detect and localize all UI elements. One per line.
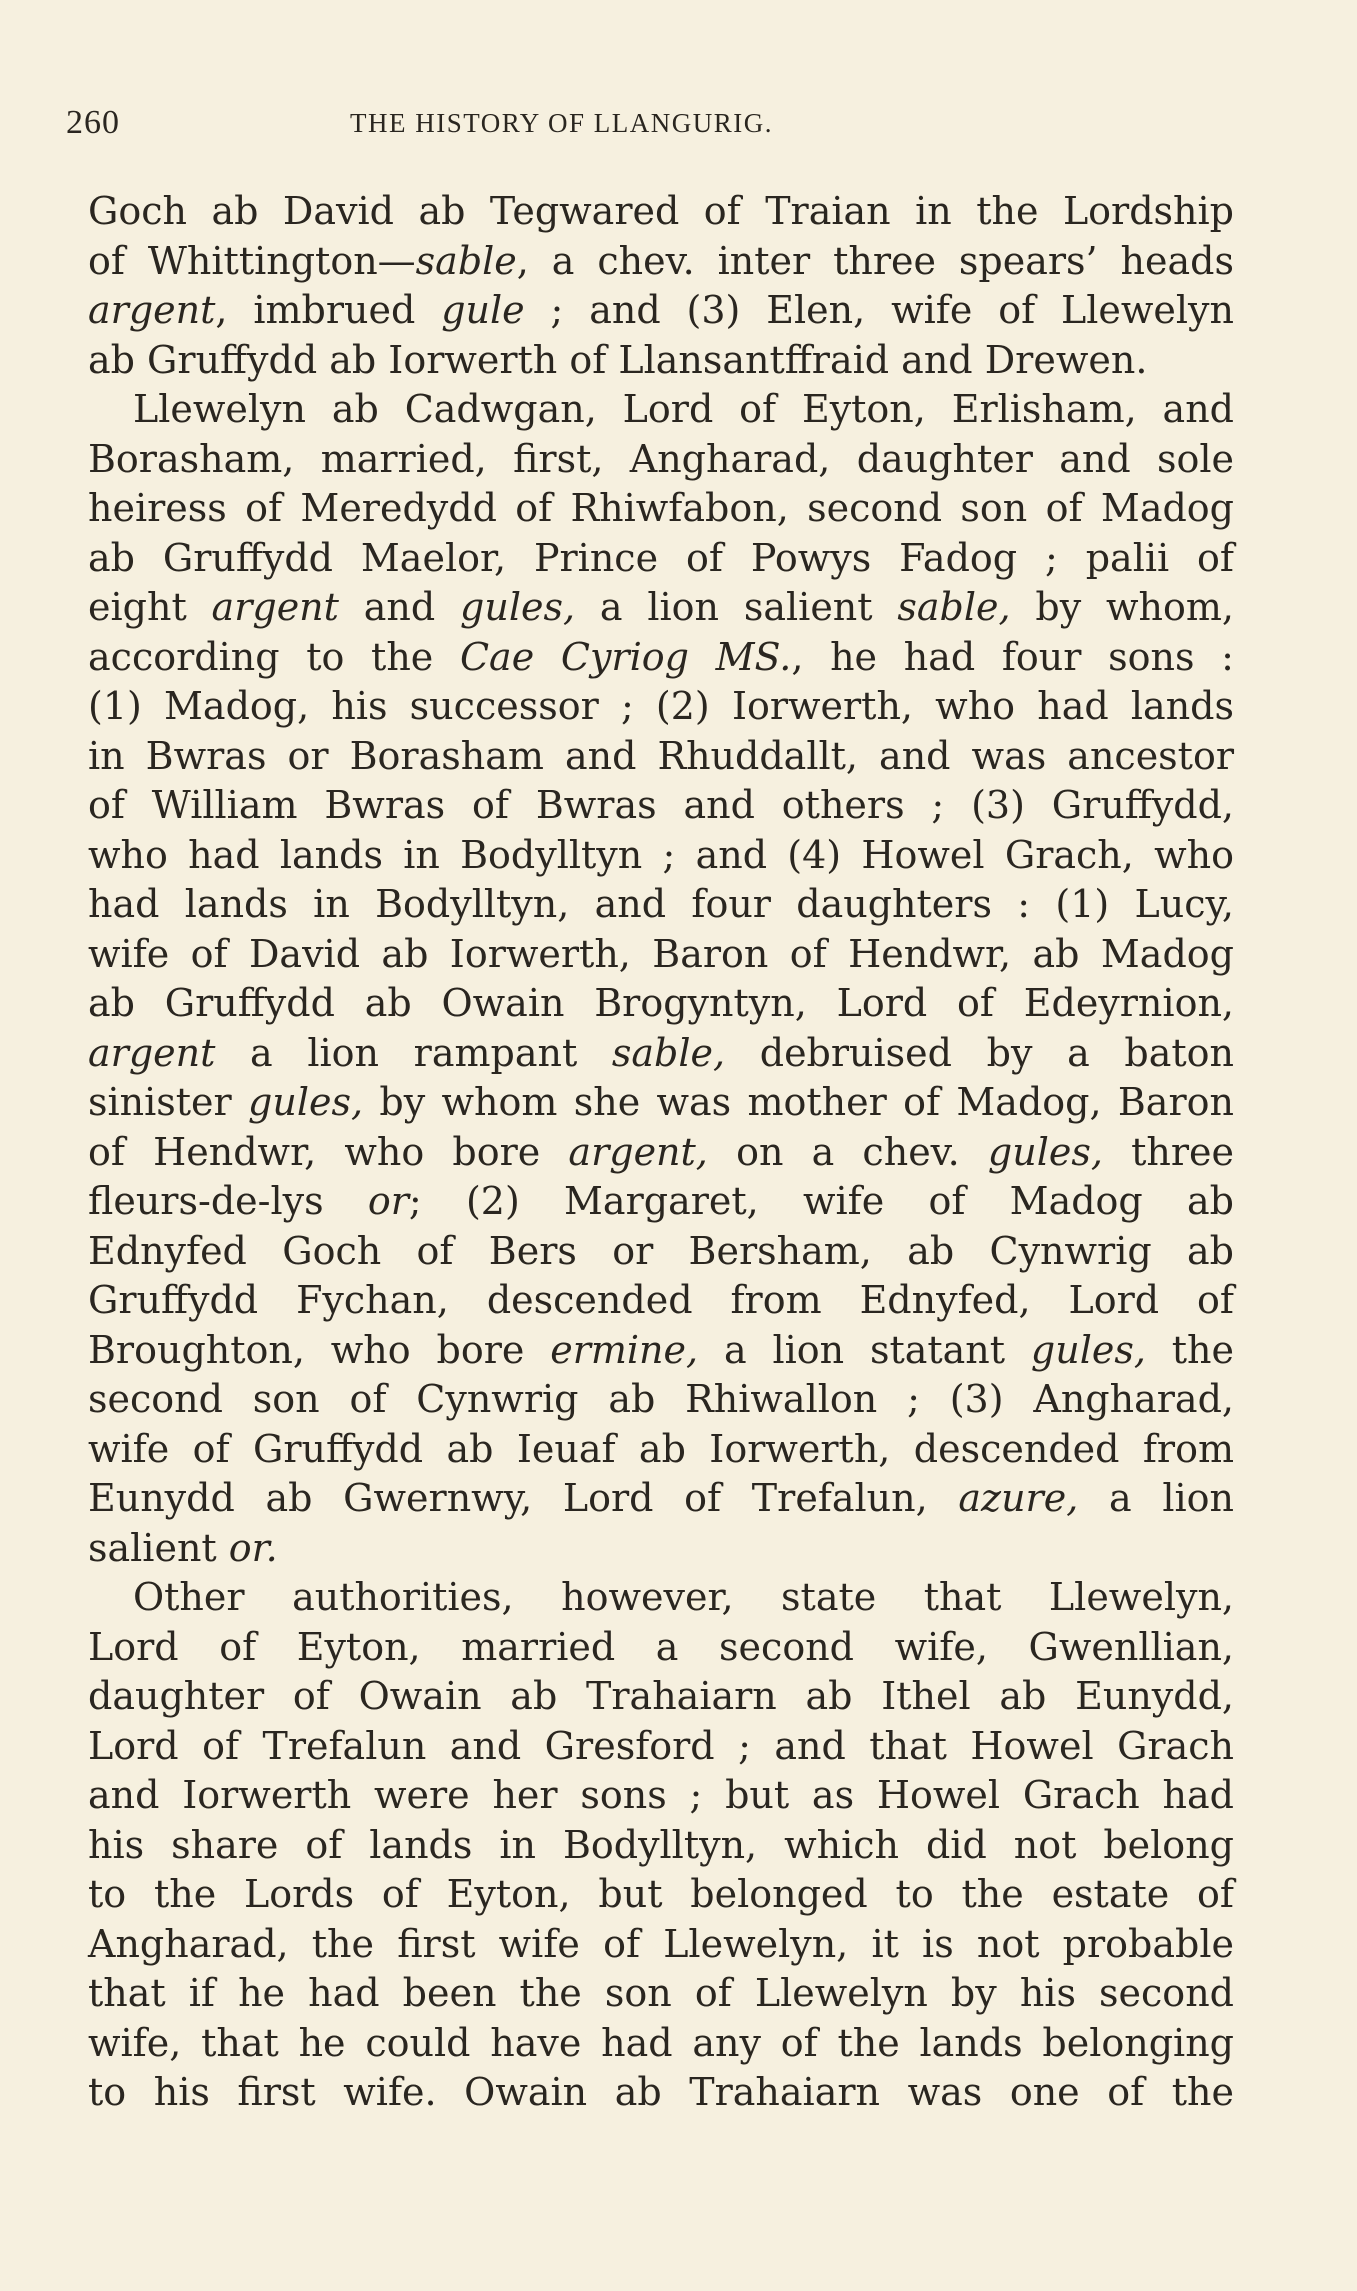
text-line <box>88 484 1234 534</box>
text-run: a lion <box>1078 1476 1234 1520</box>
italic-run: gule <box>441 288 525 332</box>
text-line <box>88 1771 1234 1821</box>
page-header <box>66 104 946 148</box>
italic-run: sable, <box>611 1030 726 1075</box>
text-line <box>88 1029 1234 1079</box>
paragraph <box>88 187 1234 385</box>
text-run: , he had four sons : <box>791 634 1234 679</box>
text-run: daughter of Owain ab Trahaiarn ab Ithel ab Eunydd, <box>88 1674 1234 1718</box>
text-line <box>88 336 1234 386</box>
text-line <box>88 187 1234 237</box>
italic-run: sable, <box>897 585 1011 629</box>
text-line <box>88 633 1234 683</box>
text-line <box>88 682 1234 732</box>
text-line <box>88 1474 1234 1524</box>
text-run: a lion rampant <box>215 1030 612 1075</box>
italic-run: gules, <box>1030 1327 1146 1372</box>
text-run: three <box>1102 1129 1235 1174</box>
text-run: Lord of Eyton, married a second wife, Gwenllian, <box>88 1624 1234 1669</box>
text-run: , a chev. inter three spears’ heads <box>516 238 1234 283</box>
italic-run: Cae Cyriog MS. <box>459 634 792 679</box>
text-line <box>88 1920 1234 1970</box>
text-run: ab Gruffydd Maelor, Prince of Powys Fadog ; palii of <box>88 535 1234 580</box>
text-run: according to the <box>88 634 460 679</box>
text-line <box>88 583 1234 633</box>
text-run: and <box>338 585 461 629</box>
text-run: by whom she was mother of Madog, Baron <box>363 1080 1234 1124</box>
text-run: Borasham, married, first, Angharad, daughter and sole <box>88 436 1234 481</box>
text-run: second son of Cynwrig ab Rhiwallon ; (3) Angharad, <box>88 1377 1234 1421</box>
text-line <box>88 435 1234 485</box>
text-run: Gruffydd Fychan, descended from Ednyfed, Lord of <box>88 1278 1234 1322</box>
text-run: Lord of Trefalun and Gresford ; and that Howel Grach <box>88 1723 1234 1768</box>
paragraph <box>88 385 1234 1573</box>
text-run: salient <box>88 1525 229 1570</box>
italic-run: gules, <box>987 1129 1103 1174</box>
text-run: ; and (3) Elen, wife of Llewelyn <box>524 288 1235 332</box>
text-run: Ednyfed Goch of Bers or Bersham, ab Cynwrig ab <box>88 1228 1234 1273</box>
text-run: heiress of Meredydd of Rhiwfabon, second son of Madog <box>88 486 1234 530</box>
page-number: 260 <box>66 104 120 141</box>
text-line <box>88 781 1234 831</box>
text-line <box>88 1227 1234 1277</box>
paragraph <box>88 1573 1234 2118</box>
text-line <box>88 1128 1234 1178</box>
running-head: THE HISTORY OF LLANGURIG. <box>350 108 774 138</box>
text-run: to the Lords of Eyton, but belonged to the estate of <box>88 1872 1234 1916</box>
text-line <box>88 1722 1234 1772</box>
text-line <box>88 1276 1234 1326</box>
body-text <box>88 187 1234 2118</box>
text-run: the <box>1145 1327 1234 1372</box>
text-line <box>88 1425 1234 1475</box>
text-line <box>88 2019 1234 2069</box>
italic-run: or <box>367 1179 409 1223</box>
text-line <box>88 1177 1234 1227</box>
text-run: wife of David ab Iorwerth, Baron of Hendwr, ab Madog <box>88 931 1234 976</box>
text-run: (1) Madog, his successor ; (2) Iorwerth, who had lands <box>88 684 1234 728</box>
text-line <box>88 2068 1234 2118</box>
text-line <box>88 286 1234 336</box>
text-run: a lion salient <box>575 585 898 629</box>
text-run: Other authorities, however, state that Llewelyn, <box>133 1575 1234 1619</box>
text-line <box>88 732 1234 782</box>
text-run: fleurs-de-lys <box>88 1179 368 1223</box>
italic-run: argent <box>88 1030 216 1075</box>
text-run: that if he had been the son of Llewelyn by his second <box>88 1971 1234 2015</box>
text-run: ; (2) Margaret, wife of Madog ab <box>408 1179 1234 1223</box>
text-line <box>88 1672 1234 1722</box>
text-run: Broughton, who bore <box>88 1327 551 1372</box>
text-run: had lands in Bodylltyn, and four daughters : (1) Lucy, <box>88 882 1234 926</box>
text-run: eight <box>88 585 212 629</box>
text-run: Goch ab David ab Tegwared of Traian in the Lordship <box>88 189 1234 233</box>
italic-run: argent, <box>568 1129 708 1174</box>
text-run: wife, that he could have had any of the lands belonging <box>88 2020 1234 2065</box>
text-line <box>88 880 1234 930</box>
text-run: sinister <box>88 1080 249 1124</box>
text-line <box>88 831 1234 881</box>
text-line <box>88 930 1234 980</box>
text-line <box>88 1821 1234 1871</box>
text-line <box>88 1969 1234 2019</box>
text-run: to his first wife. Owain ab Trahaiarn was one of the <box>88 2070 1234 2114</box>
text-run: debruised by a baton <box>725 1030 1234 1075</box>
italic-run: sable <box>415 238 517 283</box>
text-line <box>88 1078 1234 1128</box>
text-run: on a chev. <box>707 1129 988 1174</box>
italic-run: argent <box>88 288 216 332</box>
text-run: ab Gruffydd ab Owain Brogyntyn, Lord of Edeyrnion, <box>88 981 1234 1025</box>
text-run: , imbrued <box>215 288 442 332</box>
text-run: his share of lands in Bodylltyn, which did not belong <box>88 1822 1234 1867</box>
text-run: of Whittington— <box>88 238 416 283</box>
italic-run: gules, <box>248 1080 364 1124</box>
text-line <box>88 1375 1234 1425</box>
text-run: in Bwras or Borasham and Rhuddallt, and was ancestor <box>88 733 1234 778</box>
text-run: by whom, <box>1010 585 1235 629</box>
text-line <box>88 534 1234 584</box>
italic-run: azure, <box>958 1476 1079 1520</box>
text-run: of Hendwr, who bore <box>88 1129 569 1174</box>
text-run: who had lands in Bodylltyn ; and (4) Howel Grach, who <box>88 832 1234 877</box>
text-run: Angharad, the first wife of Llewelyn, it is not probable <box>88 1921 1234 1966</box>
text-line <box>88 1573 1234 1623</box>
text-line <box>88 1524 1234 1574</box>
text-line <box>88 1326 1234 1376</box>
text-line <box>88 979 1234 1029</box>
text-run: Llewelyn ab Cadwgan, Lord of Eyton, Erlisham, and <box>133 387 1234 431</box>
italic-run: argent <box>211 585 339 629</box>
text-run: and Iorwerth were her sons ; but as Howel Grach had <box>88 1773 1234 1817</box>
italic-run: or. <box>228 1525 278 1570</box>
text-line <box>88 1870 1234 1920</box>
italic-run: ermine, <box>550 1327 699 1372</box>
text-run: Eunydd ab Gwernwy, Lord of Trefalun, <box>88 1476 959 1520</box>
text-run: ab Gruffydd ab Iorwerth of Llansantffraid and Drewen. <box>88 337 1148 382</box>
text-run: a lion statant <box>698 1327 1031 1372</box>
text-run: of William Bwras of Bwras and others ; (3) Gruffydd, <box>88 783 1234 827</box>
italic-run: gules, <box>460 585 576 629</box>
text-line <box>88 385 1234 435</box>
text-run: wife of Gruffydd ab Ieuaf ab Iorwerth, descended from <box>88 1426 1234 1471</box>
text-line <box>88 237 1234 287</box>
text-line <box>88 1623 1234 1673</box>
